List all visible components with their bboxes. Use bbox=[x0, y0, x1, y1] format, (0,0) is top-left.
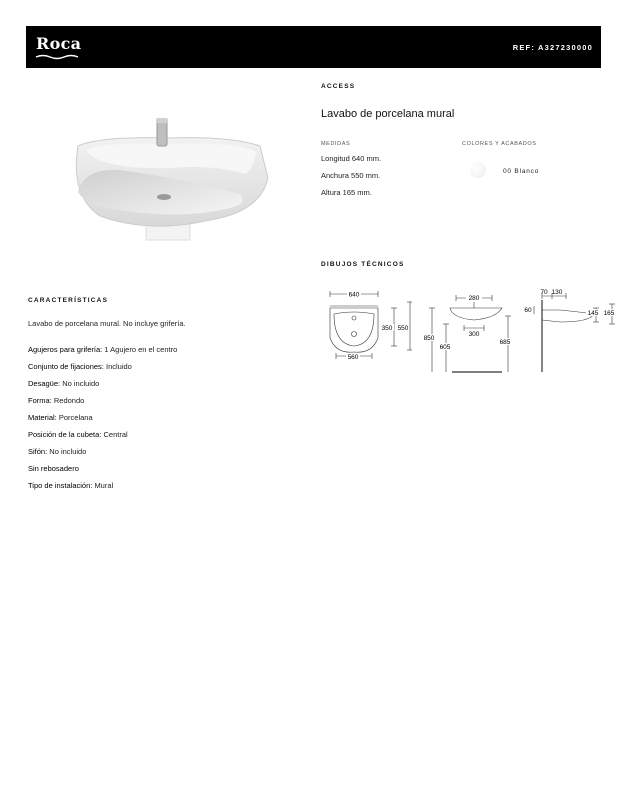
dim-front-640: 640 bbox=[348, 291, 360, 299]
spec-row bbox=[28, 396, 84, 405]
spec-row bbox=[28, 413, 93, 422]
collection-name: ACCESS bbox=[321, 83, 356, 90]
features-title: CARACTERÍSTICAS bbox=[28, 297, 109, 304]
measure-width: Anchura 550 mm. bbox=[321, 171, 381, 180]
dim-side-145: 145 bbox=[587, 310, 599, 317]
spec-key: Tipo de instalación: bbox=[28, 481, 93, 490]
spec-row bbox=[28, 362, 132, 371]
spec-row bbox=[28, 481, 113, 490]
colors-label: COLORES Y ACABADOS bbox=[462, 141, 537, 147]
dim-side-165: 165 bbox=[603, 310, 615, 317]
spec-row bbox=[28, 345, 177, 354]
spec-row bbox=[28, 379, 99, 388]
spec-row bbox=[28, 464, 79, 473]
dim-top-605: 605 bbox=[439, 344, 451, 351]
measure-height: Altura 165 mm. bbox=[321, 188, 372, 197]
spec-value: Incluido bbox=[105, 362, 132, 371]
dim-side-70: 70 bbox=[540, 289, 548, 296]
spec-key: Forma: bbox=[28, 396, 52, 405]
header-bar bbox=[26, 26, 601, 68]
color-swatch-white[interactable] bbox=[470, 162, 486, 178]
front-view-drawing bbox=[326, 288, 412, 368]
spec-key: Posición de la cubeta: bbox=[28, 430, 102, 439]
spec-value: Redondo bbox=[53, 396, 85, 405]
brand-logo: Roca bbox=[36, 34, 82, 53]
dim-top-280: 280 bbox=[468, 295, 480, 302]
top-view-drawing bbox=[420, 288, 516, 380]
spec-key: Sin rebosadero bbox=[28, 464, 79, 473]
dim-top-850: 850 bbox=[423, 335, 435, 342]
spec-value: 1 Agujero en el centro bbox=[104, 345, 178, 354]
product-photo bbox=[60, 108, 280, 248]
spec-row bbox=[28, 430, 128, 439]
spec-row bbox=[28, 447, 86, 456]
spec-value: No incluido bbox=[49, 447, 87, 456]
spec-key: Conjunto de fijaciones: bbox=[28, 362, 104, 371]
reference-code: REF: A327230000 bbox=[512, 43, 593, 52]
spec-key: Sifón: bbox=[28, 447, 48, 456]
spec-key: Agujeros para grifería: bbox=[28, 345, 103, 354]
logo-wave-icon bbox=[35, 54, 79, 60]
spec-key: Desagüe: bbox=[28, 379, 61, 388]
dim-top-300: 300 bbox=[468, 331, 480, 338]
dim-front-560: 560 bbox=[347, 354, 359, 361]
dim-top-685: 685 bbox=[499, 339, 511, 346]
dim-front-550: 550 bbox=[397, 325, 409, 332]
measure-length: Longitud 640 mm. bbox=[321, 154, 382, 163]
side-view-drawing bbox=[520, 286, 618, 378]
dim-side-60: 60 bbox=[524, 307, 532, 314]
spec-value: Porcelana bbox=[58, 413, 93, 422]
product-title: Lavabo de porcelana mural bbox=[321, 108, 455, 120]
drawings-label: DIBUJOS TÉCNICOS bbox=[321, 261, 405, 268]
color-name: 00 Blanco bbox=[503, 168, 540, 175]
dim-side-130: 130 bbox=[551, 289, 563, 296]
measures-label: MEDIDAS bbox=[321, 141, 351, 147]
spec-key: Material: bbox=[28, 413, 57, 422]
dim-front-350: 350 bbox=[381, 325, 393, 332]
features-description: Lavabo de porcelana mural. No incluye grifería. bbox=[28, 319, 186, 328]
spec-value: Mural bbox=[94, 481, 114, 490]
spec-value: Central bbox=[103, 430, 128, 439]
spec-value: No incluido bbox=[62, 379, 100, 388]
